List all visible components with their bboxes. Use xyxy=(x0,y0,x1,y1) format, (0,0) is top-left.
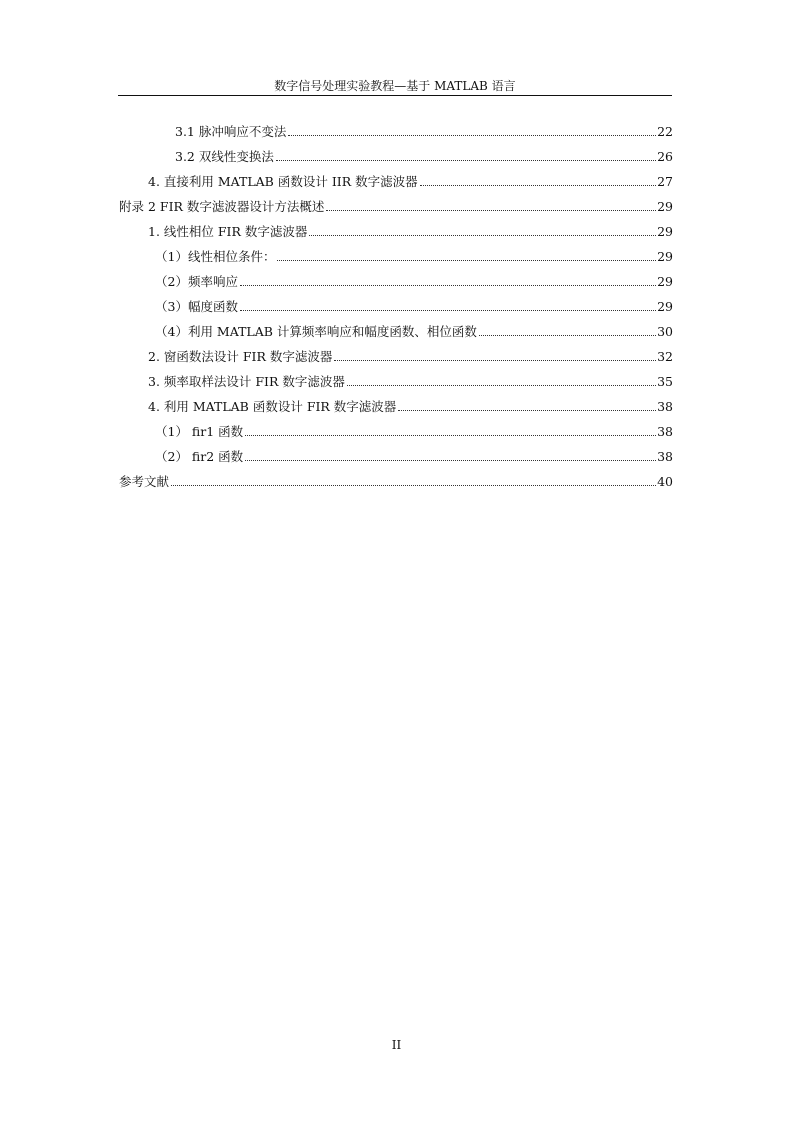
dot-leader xyxy=(240,267,656,286)
toc-entry-page: 38 xyxy=(657,449,673,464)
toc-entry-page: 29 xyxy=(657,274,673,289)
header-rule xyxy=(118,95,672,96)
dot-leader xyxy=(398,392,656,411)
toc-entry-appendix-2[interactable] xyxy=(119,192,673,217)
toc-entry-label: 参考文献 xyxy=(119,474,170,489)
toc-entry-page: 38 xyxy=(657,424,673,439)
toc-entry-page: 22 xyxy=(657,124,673,139)
toc-entry-page: 32 xyxy=(657,349,673,364)
toc-entry-label: 3. 频率取样法设计 FIR 数字滤波器 xyxy=(148,374,345,389)
toc-entry-1-4[interactable] xyxy=(119,317,673,342)
toc-entry-fir2[interactable] xyxy=(119,442,673,467)
toc-entry-page: 30 xyxy=(657,324,673,339)
toc-entry-1-3[interactable] xyxy=(119,292,673,317)
toc-entry-label: 1. 线性相位 FIR 数字滤波器 xyxy=(148,224,308,239)
dot-leader xyxy=(245,417,656,436)
toc-entry-label: （1） fir1 函数 xyxy=(155,424,244,439)
table-of-contents xyxy=(119,117,673,492)
toc-entry-page: 35 xyxy=(657,374,673,389)
toc-entry-page: 29 xyxy=(657,199,673,214)
dot-leader xyxy=(326,192,656,211)
toc-entry-1-linear-phase[interactable] xyxy=(119,217,673,242)
toc-entry-label: 2. 窗函数法设计 FIR 数字滤波器 xyxy=(148,349,333,364)
dot-leader xyxy=(240,292,656,311)
toc-entry-1-2[interactable] xyxy=(119,267,673,292)
dot-leader xyxy=(309,217,656,236)
dot-leader xyxy=(245,442,656,461)
toc-entry-label: （2） fir2 函数 xyxy=(155,449,244,464)
toc-entry-fir1[interactable] xyxy=(119,417,673,442)
toc-entry-label: 3.1 脉冲响应不变法 xyxy=(175,124,287,139)
dot-leader xyxy=(276,142,656,161)
toc-entry-1-1[interactable] xyxy=(119,242,673,267)
dot-leader xyxy=(334,342,656,361)
toc-entry-references[interactable] xyxy=(119,467,673,492)
dot-leader xyxy=(347,367,656,386)
dot-leader xyxy=(420,167,657,186)
toc-entry-page: 27 xyxy=(657,174,673,189)
dot-leader xyxy=(171,467,656,486)
toc-entry-3-freq-sampling[interactable] xyxy=(119,367,673,392)
dot-leader xyxy=(277,242,656,261)
toc-entry-4-fir[interactable] xyxy=(119,392,673,417)
dot-leader xyxy=(479,317,656,336)
page-number: II xyxy=(391,1038,402,1052)
dot-leader xyxy=(288,117,656,136)
running-header: 数字信号处理实验教程—基于 MATLAB 语言 xyxy=(274,79,516,93)
toc-entry-label: （2）频率响应 xyxy=(155,274,238,289)
toc-entry-page: 29 xyxy=(657,224,673,239)
toc-entry-label: 4. 利用 MATLAB 函数设计 FIR 数字滤波器 xyxy=(148,399,397,414)
toc-entry-page: 29 xyxy=(657,249,673,264)
toc-entry-label: 4. 直接利用 MATLAB 函数设计 IIR 数字滤波器 xyxy=(148,174,418,189)
toc-entry-3-2[interactable] xyxy=(119,142,673,167)
toc-entry-label: 3.2 双线性变换法 xyxy=(175,149,274,164)
toc-entry-label: （1）线性相位条件： xyxy=(155,249,276,264)
toc-entry-label: （3）幅度函数 xyxy=(155,299,238,314)
toc-entry-label: 附录 2 FIR 数字滤波器设计方法概述 xyxy=(119,199,325,214)
toc-entry-page: 38 xyxy=(657,399,673,414)
toc-entry-page: 40 xyxy=(657,474,673,489)
toc-entry-page: 26 xyxy=(657,149,673,164)
toc-entry-4-iir[interactable] xyxy=(119,167,673,192)
toc-entry-2-window[interactable] xyxy=(119,342,673,367)
toc-entry-label: （4）利用 MATLAB 计算频率响应和幅度函数、相位函数 xyxy=(155,324,477,339)
toc-entry-3-1[interactable] xyxy=(119,117,673,142)
toc-entry-page: 29 xyxy=(657,299,673,314)
